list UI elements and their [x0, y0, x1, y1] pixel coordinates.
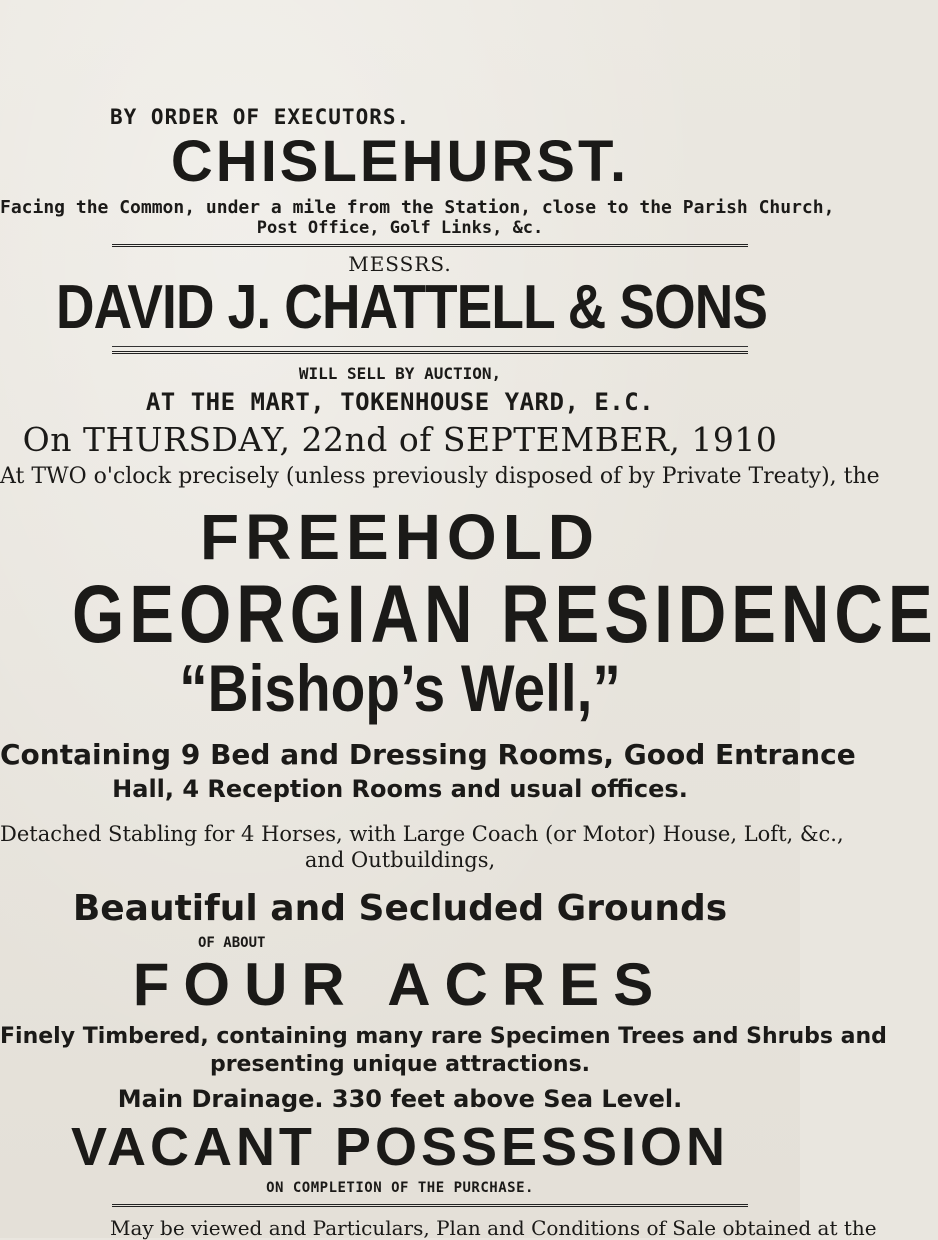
town-title: CHISLEHURST. — [170, 129, 630, 194]
freehold-heading: FREEHOLD — [200, 501, 600, 573]
divider — [112, 1204, 748, 1207]
vacant-possession-heading: VACANT POSSESSION — [70, 1117, 730, 1177]
rooms-line: Containing 9 Bed and Dressing Rooms, Good Entrance — [0, 738, 856, 771]
messrs-label: MESSRS. — [348, 252, 452, 276]
completion-line: ON COMPLETION OF THE PURCHASE. — [266, 1180, 534, 1196]
hall-line: Hall, 4 Reception Rooms and usual offices. — [112, 775, 688, 803]
venue-line: AT THE MART, TOKENHOUSE YARD, E.C. — [145, 388, 655, 416]
property-name: “Bishop’s Well,” — [179, 651, 621, 725]
stabling-line: Detached Stabling for 4 Horses, with Large Coach (or Motor) House, Loft, &c., — [0, 822, 844, 846]
divider — [112, 346, 748, 347]
viewing-line: May be viewed and Particulars, Plan and Conditions of Sale obtained at the — [110, 1216, 877, 1240]
location-line-2: Post Office, Golf Links, &c. — [256, 218, 544, 238]
time-line: At TWO o'clock precisely (unless previously disposed of by Private Treaty), the — [0, 464, 880, 489]
divider — [112, 351, 748, 354]
date-line: On THURSDAY, 22nd of SEPTEMBER, 1910 — [22, 420, 778, 459]
attractions-line: presenting unique attractions. — [209, 1052, 591, 1077]
location-line-1: Facing the Common, under a mile from the Station, close to the Parish Church, — [0, 197, 835, 218]
grounds-heading: Beautiful and Secluded Grounds — [72, 888, 728, 929]
divider — [112, 244, 748, 247]
of-about-label: OF ABOUT — [198, 935, 266, 951]
timbered-line: Finely Timbered, containing many rare Specimen Trees and Shrubs and — [0, 1024, 887, 1049]
outbuildings-line: and Outbuildings, — [304, 848, 496, 872]
georgian-residence-heading: GEORGIAN RESIDENCE — [72, 569, 938, 660]
auctioneer-firm: DAVID J. CHATTELL & SONS — [56, 273, 768, 342]
acres-heading: FOUR ACRES — [132, 951, 668, 1018]
drainage-line: Main Drainage. 330 feet above Sea Level. — [117, 1085, 683, 1113]
will-sell-line: WILL SELL BY AUCTION, — [298, 364, 502, 383]
by-order-heading: BY ORDER OF EXECUTORS. — [110, 105, 411, 129]
